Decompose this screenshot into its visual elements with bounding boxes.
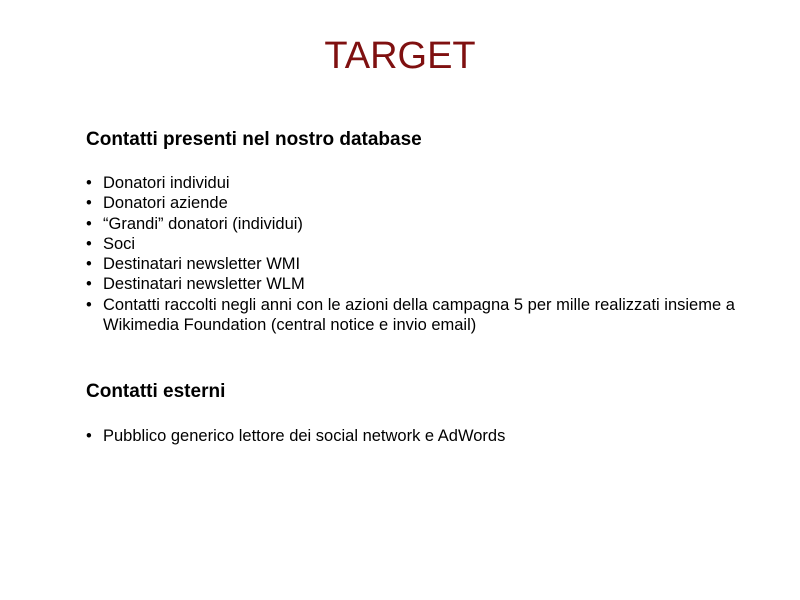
list-item: • Soci [86,234,136,253]
database-contacts-list [86,173,736,335]
section-heading-external: Contatti esterni [86,381,226,402]
slide-title: TARGET [324,35,476,77]
bullet-icon: • [86,275,92,294]
list-item: • Donatori individui [86,174,230,192]
list-item: • Destinatari newsletter WLM [86,275,305,294]
list-item: • Contatti raccolti negli anni con le azioni della campagna 5 per mille realizzati insieme a Wikimedia Foundation (central notice e invio email) [86,295,735,335]
list-item: • Destinatari newsletter WMI [86,255,301,274]
section-heading-database: Contatti presenti nel nostro database [86,129,422,150]
bullet-icon: • [86,174,92,192]
list-item: • Pubblico generico lettore dei social network e AdWords [86,427,506,445]
bullet-icon: • [86,234,92,253]
bullet-icon: • [86,427,92,445]
bullet-icon: • [86,194,92,213]
list-item: • “Grandi” donatori (individui) [86,214,303,233]
list-item: • Donatori aziende [86,194,228,213]
bullet-icon: • [86,255,92,274]
external-contacts-list [86,426,736,446]
bullet-icon: • [86,295,92,314]
bullet-icon: • [86,214,92,233]
